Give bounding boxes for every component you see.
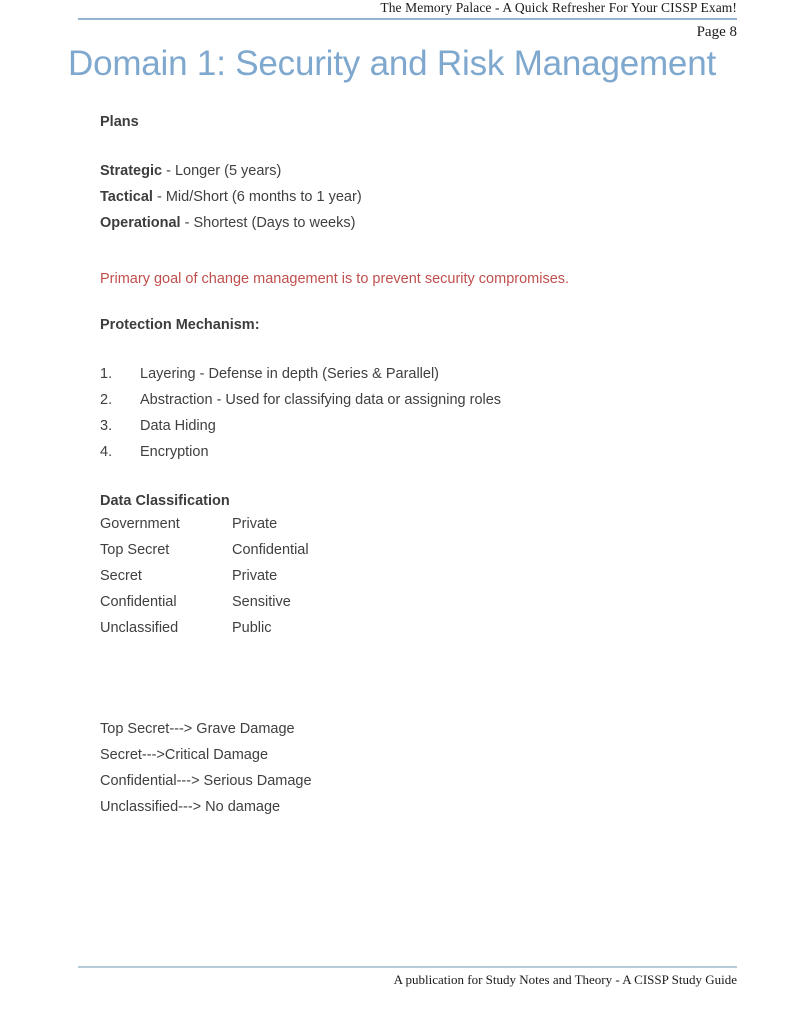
data-classification-table [100, 511, 309, 641]
running-header [78, 0, 737, 42]
list-marker: 1. [100, 366, 113, 382]
list-item-label: Layering - Defense in depth (Series & Parallel) [140, 366, 440, 382]
table-cell-private: Public [232, 620, 272, 636]
running-footer [78, 966, 737, 988]
damage-line-confidential: Confidential---> Serious Damage [100, 773, 312, 789]
plan-term: Strategic [100, 163, 163, 179]
protection-mechanism-list [100, 361, 720, 465]
list-item [100, 413, 720, 439]
spacer [100, 641, 720, 716]
table-cell-private: Sensitive [232, 594, 291, 610]
spacer [100, 335, 720, 361]
damage-line-secret: Secret--->Critical Damage [100, 747, 269, 763]
list-item-label: Data Hiding [140, 418, 216, 434]
table-row [100, 589, 309, 615]
document-body [100, 112, 720, 820]
plans-heading: Plans [100, 114, 139, 130]
protection-mechanism-heading: Protection Mechanism: [100, 317, 260, 333]
table-row [100, 537, 309, 563]
list-item [100, 387, 720, 413]
spacer [100, 465, 720, 491]
damage-line-unclassified: Unclassified---> No damage [100, 799, 281, 815]
table-cell-government: Government [100, 516, 180, 532]
plan-description: - Shortest (Days to weeks) [180, 215, 356, 231]
plan-term: Operational [100, 215, 181, 231]
damage-line-top-secret: Top Secret---> Grave Damage [100, 721, 295, 737]
spacer [100, 236, 720, 269]
plan-line-tactical [100, 184, 720, 210]
spacer [100, 132, 720, 158]
list-item-label: Encryption [140, 444, 209, 460]
list-item [100, 361, 720, 387]
list-marker: 4. [100, 444, 113, 460]
table-cell-private: Private [232, 568, 278, 584]
data-classification-heading: Data Classification [100, 493, 230, 509]
table-cell-government: Top Secret [100, 542, 170, 558]
list-item-label: Abstraction - Used for classifying data or assigning roles [140, 392, 502, 408]
table-cell-private: Private [232, 516, 278, 532]
table-cell-government: Unclassified [100, 620, 179, 636]
change-management-note: Primary goal of change management is to prevent security compromises. [100, 271, 570, 287]
table-row [100, 511, 309, 537]
plan-description: - Mid/Short (6 months to 1 year) [152, 189, 362, 205]
plan-line-operational [100, 210, 720, 236]
table-cell-government: Confidential [100, 594, 177, 610]
plan-line-strategic [100, 158, 720, 184]
table-cell-private: Confidential [232, 542, 309, 558]
list-marker: 2. [100, 392, 113, 408]
list-item [100, 439, 720, 465]
table-row [100, 615, 309, 641]
running-header-title: The Memory Palace - A Quick Refresher For Your CISSP Exam! [380, 0, 737, 15]
spacer [100, 289, 720, 315]
table-row [100, 563, 309, 589]
page-title: Domain 1: Security and Risk Management [68, 44, 716, 83]
page-number: Page 8 [696, 24, 737, 40]
plan-description: - Longer (5 years) [162, 163, 282, 179]
footer-publication-text: A publication for Study Notes and Theory - A CISSP Study Guide [393, 972, 737, 987]
list-marker: 3. [100, 418, 113, 434]
table-cell-government: Secret [100, 568, 142, 584]
plan-term: Tactical [100, 189, 153, 205]
